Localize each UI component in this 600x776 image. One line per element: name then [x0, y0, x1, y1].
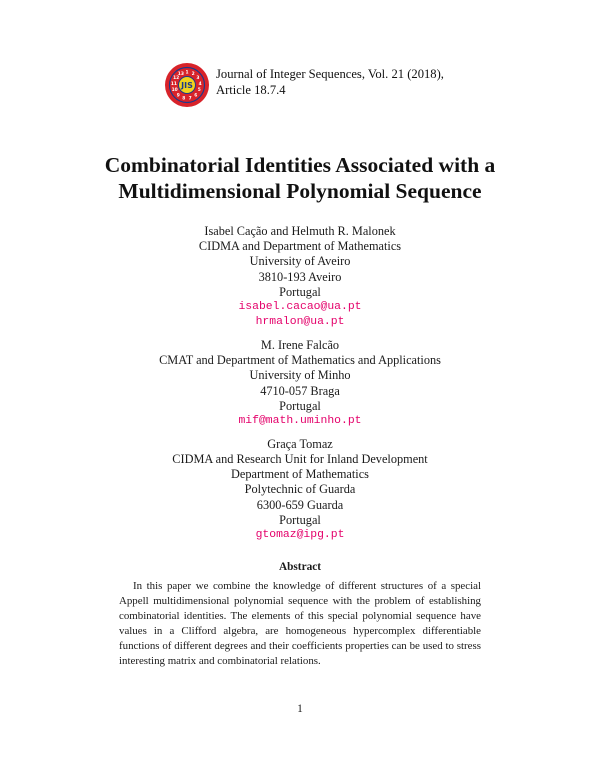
journal-header	[164, 62, 464, 108]
paper-title	[0, 152, 600, 204]
author-names: Graça Tomaz	[267, 436, 333, 451]
svg-text:11: 11	[170, 81, 177, 87]
email-link[interactable]: mif@math.uminho.pt	[238, 415, 362, 428]
abstract-heading: Abstract	[278, 561, 322, 573]
svg-text:6: 6	[194, 93, 198, 99]
author-block-1	[0, 224, 600, 330]
svg-text:1: 1	[185, 70, 189, 76]
svg-text:7: 7	[188, 96, 192, 102]
affiliation-line: Department of Mathematics	[231, 467, 369, 482]
author-block-3	[0, 437, 600, 543]
svg-text:5: 5	[197, 88, 201, 94]
affiliation-line: Portugal	[279, 284, 321, 299]
affiliation-line: 3810-193 Aveiro	[258, 269, 342, 284]
email-link[interactable]: hrmalon@ua.pt	[255, 316, 345, 329]
jis-logo-icon	[164, 62, 210, 108]
affiliation-line: Portugal	[279, 512, 321, 527]
author-names: Isabel Cação and Helmuth R. Malonek	[204, 224, 396, 238]
svg-text:3: 3	[196, 76, 200, 81]
affiliation-line: Polytechnic of Guarda	[244, 482, 356, 497]
affiliation-line: Portugal	[279, 398, 321, 413]
page-number: 1	[297, 703, 303, 715]
abstract-text: In this paper we combine the knowledge of different structures of a special Appell multidimensional polynomial sequence with the problem of establishing combinatorial identities. The elements of this special polynomial sequence have values in a Clifford algebra, are homogeneous hypercomplex differentiable functions of different degrees and their coefficients properties can be used to stress interesting matrix and combinatorial relations.	[119, 580, 481, 667]
affiliation-line: 6300-659 Guarda	[256, 497, 344, 512]
paper-title-line-1: Combinatorial Identities Associated with a	[104, 153, 496, 177]
svg-text:JIS: JIS	[181, 81, 193, 90]
svg-text:9: 9	[176, 93, 180, 99]
affiliation-line: University of Minho	[249, 368, 351, 383]
svg-text:8: 8	[182, 96, 186, 102]
author-list	[0, 224, 600, 543]
journal-volume-line: Journal of Integer Sequences, Vol. 21 (2018),	[216, 67, 444, 81]
journal-article-line: Article 18.7.4	[216, 83, 286, 97]
affiliation-line: CIDMA and Research Unit for Inland Development	[172, 452, 428, 467]
affiliation-line: CIDMA and Department of Mathematics	[198, 239, 402, 254]
author-names: M. Irene Falcão	[260, 338, 340, 353]
svg-text:4: 4	[198, 81, 202, 87]
svg-text:10: 10	[171, 88, 178, 94]
affiliation-line: CMAT and Department of Mathematics and Applications	[159, 353, 441, 368]
paper-title-line-2: Multidimensional Polynomial Sequence	[118, 179, 482, 203]
svg-text:2: 2	[191, 71, 195, 77]
svg-text:12: 12	[173, 76, 180, 81]
affiliation-line: University of Aveiro	[249, 254, 351, 269]
journal-citation	[216, 66, 444, 98]
author-block-2	[0, 338, 600, 429]
email-link[interactable]: gtomaz@ipg.pt	[255, 529, 345, 542]
svg-text:13: 13	[177, 71, 184, 77]
email-link[interactable]: isabel.cacao@ua.pt	[238, 301, 362, 314]
affiliation-line: 4710-057 Braga	[260, 383, 340, 398]
